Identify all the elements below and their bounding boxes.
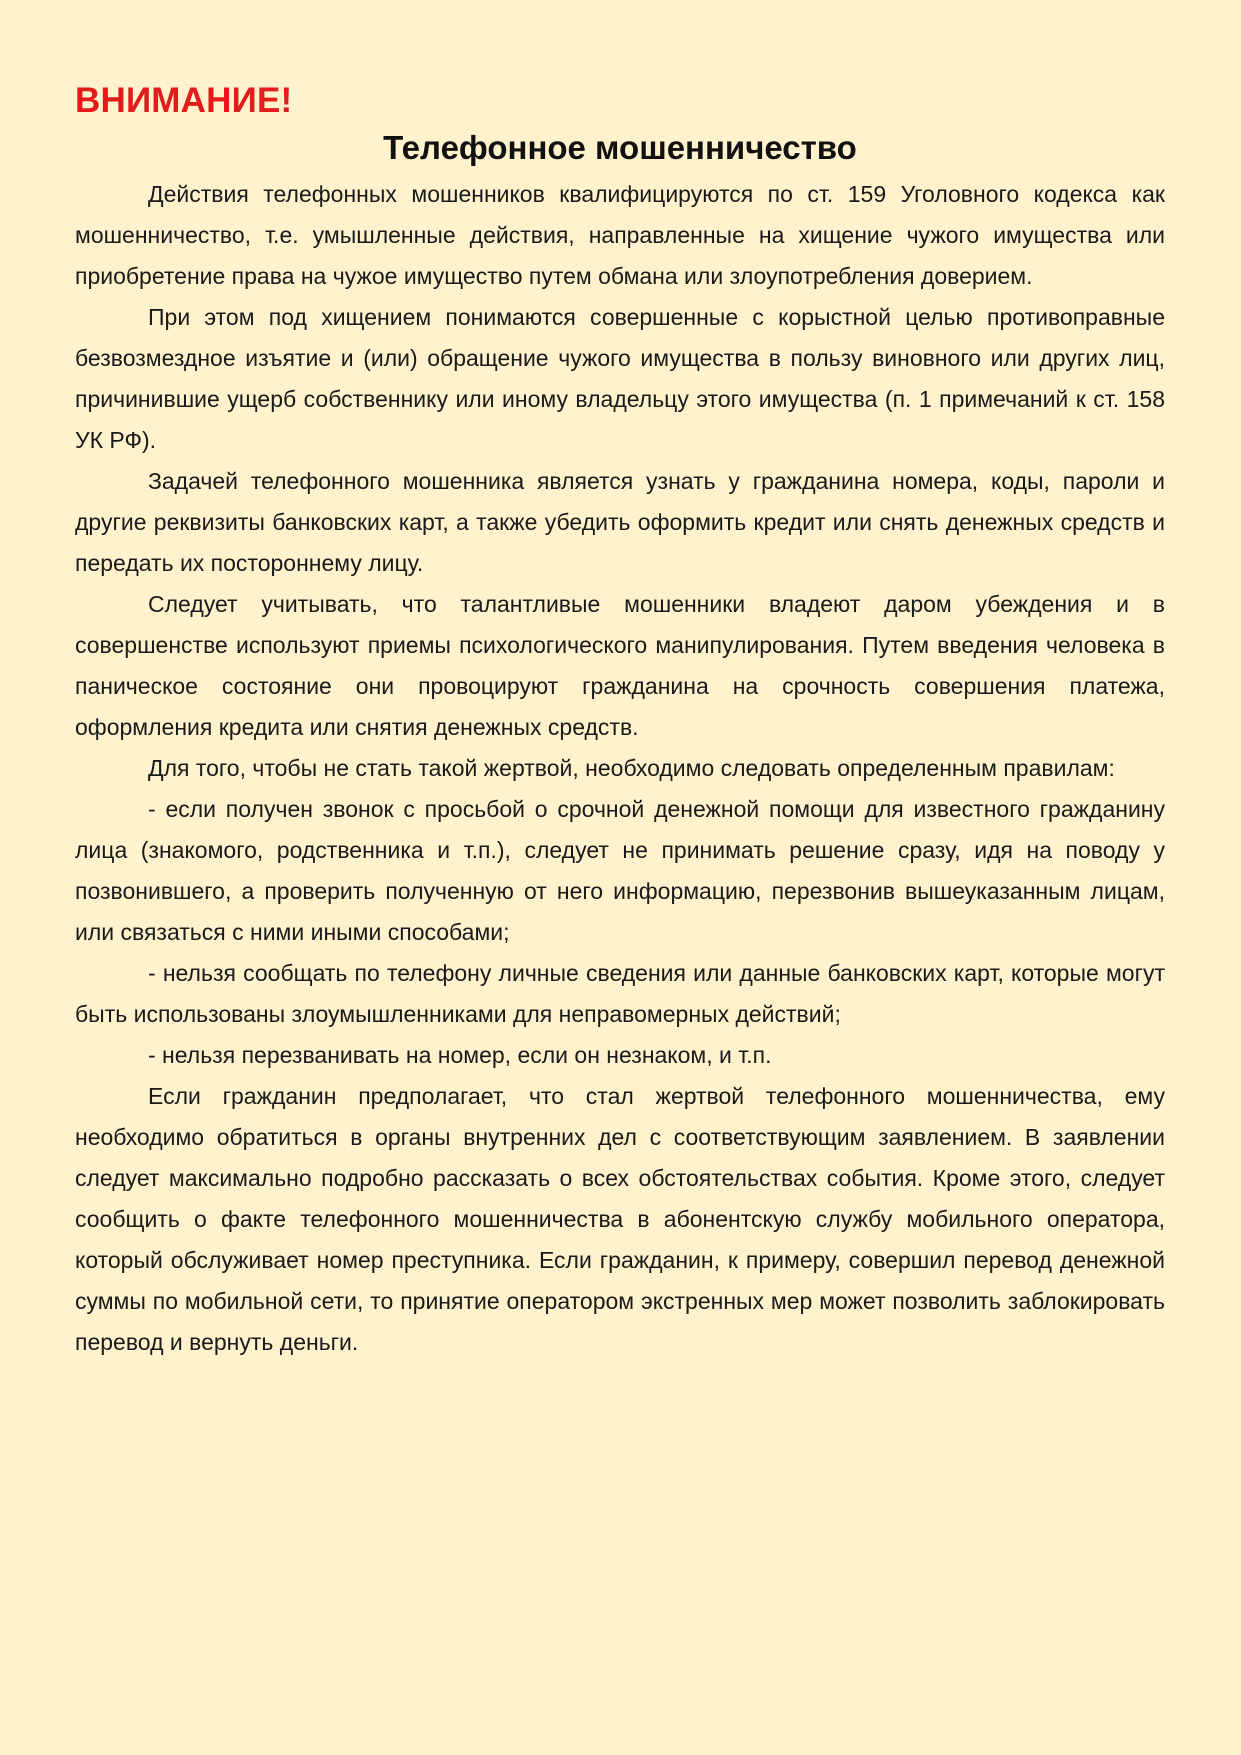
warning-heading: ВНИМАНИЕ! bbox=[75, 81, 293, 120]
rule-item-no-callback: - нельзя перезванивать на номер, если он незнаком, и т.п. bbox=[148, 1042, 772, 1068]
paragraph-fraudster-goal: Задачей телефонного мошенника является узнать у гражданина номера, коды, пароли и другие реквизиты банковских карт, а также убедить оформить кредит или снять денежных средств и передать их постороннему лицу. bbox=[75, 468, 1165, 576]
paragraph-theft-definition: При этом под хищением понимаются совершенные с корыстной целью противоправные безвозмездное изъятие и (или) обращение чужого имущества в пользу виновного или других лиц, причинившие ущерб собственнику или иному владельцу этого имущества (п. 1 примечаний к ст. 158 УК РФ). bbox=[75, 304, 1165, 453]
rule-item-verify-call: - если получен звонок с просьбой о срочной денежной помощи для известного гражданину лица (знакомого, родственника и т.п.), следует не принимать решение сразу, идя на поводу у позвонившего, а проверить полученную от него информацию, перезвонив вышеуказанным лицам, или связаться с ними иными способами; bbox=[75, 796, 1165, 945]
document-title: Телефонное мошенничество bbox=[383, 129, 857, 166]
rule-item-no-personal-data: - нельзя сообщать по телефону личные сведения или данные банковских карт, которые могут быть использованы злоумышленниками для неправомерных действий; bbox=[75, 960, 1165, 1027]
paragraph-rules-intro: Для того, чтобы не стать такой жертвой, необходимо следовать определенным правилам: bbox=[148, 755, 1115, 781]
paragraph-qualification: Действия телефонных мошенников квалифицируются по ст. 159 Уголовного кодекса как мошенничество, т.е. умышленные действия, направленные на хищение чужого имущества или приобретение права на чужое имущество путем обмана или злоупотребления доверием. bbox=[75, 181, 1165, 289]
paragraph-what-to-do: Если гражданин предполагает, что стал жертвой телефонного мошенничества, ему необходимо обратиться в органы внутренних дел с соответствующим заявлением. В заявлении следует максимально подробно рассказать о всех обстоятельствах события. Кроме этого, следует сообщить о факте телефонного мошенничества в абонентскую службу мобильного оператора, который обслуживает номер преступника. Если гражданин, к примеру, совершил перевод денежной суммы по мобильной сети, то принятие оператором экстренных мер может позволить заблокировать перевод и вернуть деньги. bbox=[75, 1083, 1165, 1355]
paragraph-manipulation: Следует учитывать, что талантливые мошенники владеют даром убеждения и в совершенстве используют приемы психологического манипулирования. Путем введения человека в паническое состояние они провоцируют гражданина на срочность совершения платежа, оформления кредита или снятия денежных средств. bbox=[75, 591, 1165, 740]
document-body bbox=[75, 78, 1165, 1363]
